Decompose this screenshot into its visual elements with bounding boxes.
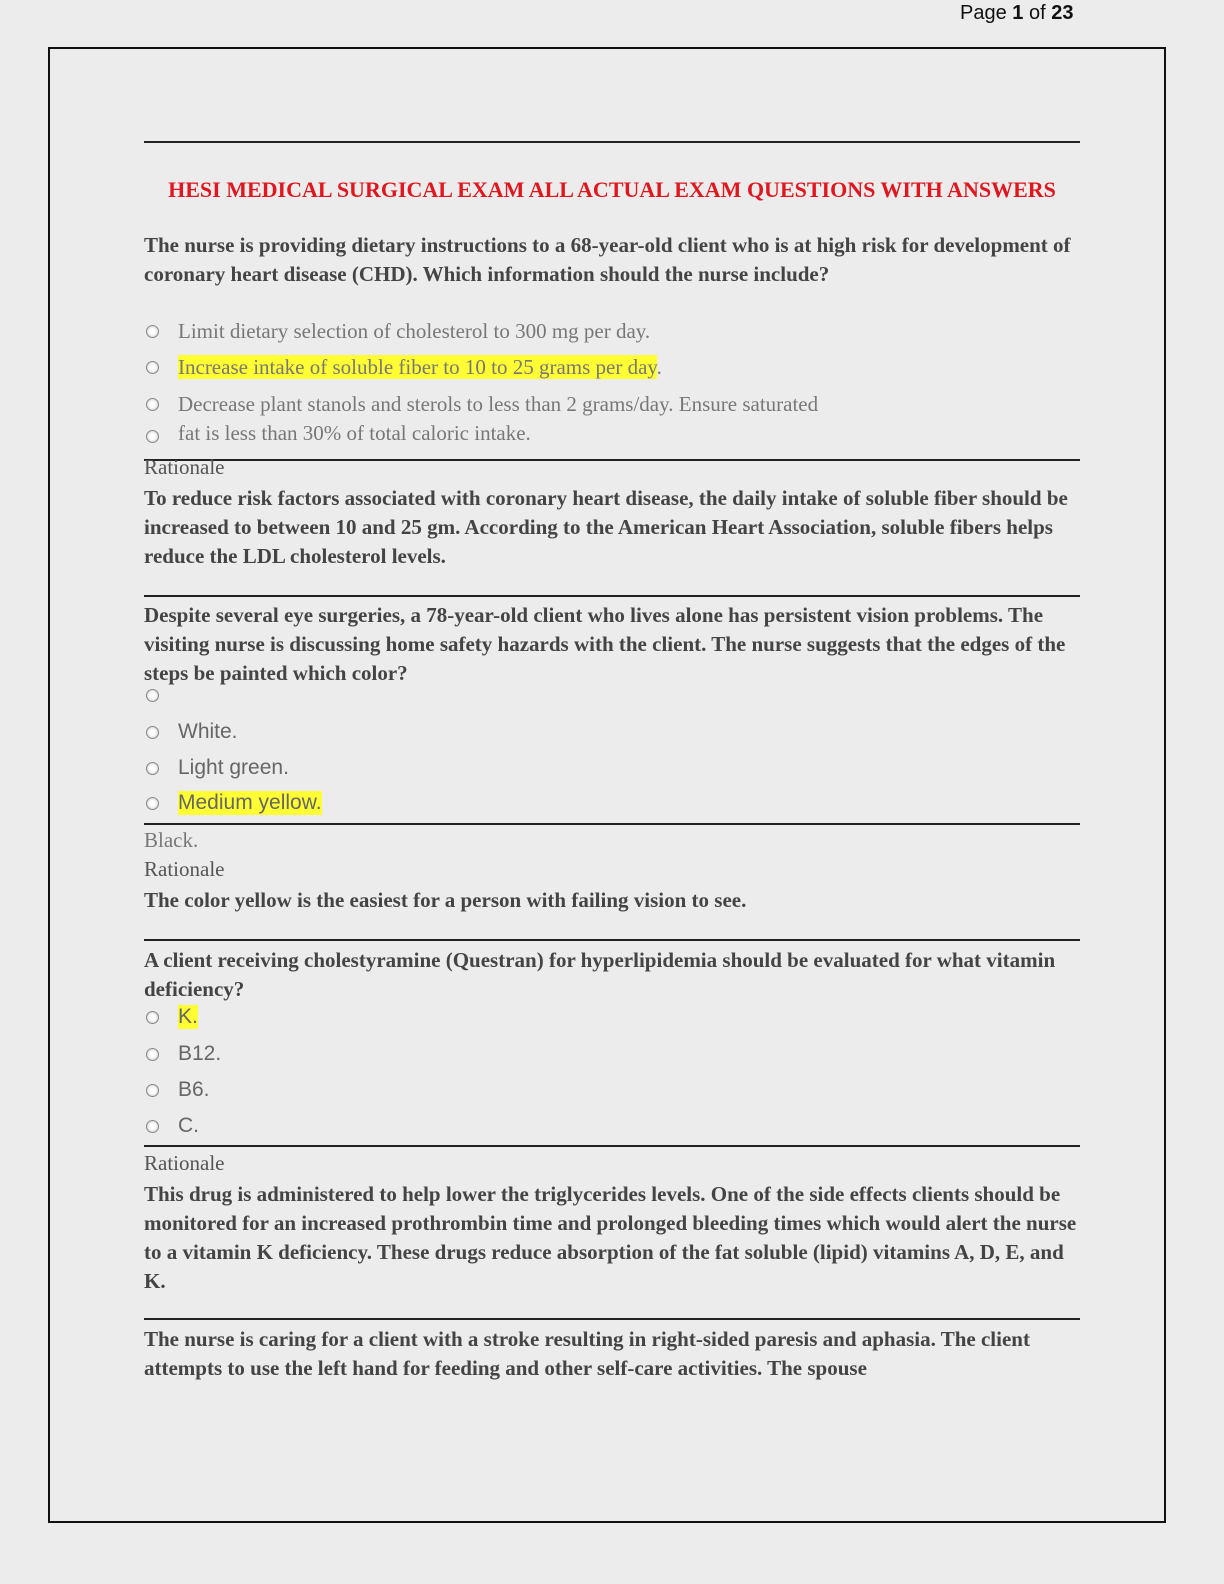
divider xyxy=(144,1318,1080,1320)
radio-button-icon[interactable] xyxy=(146,762,159,775)
page-total: 23 xyxy=(1051,2,1074,24)
highlighted-answer: K. xyxy=(178,1005,198,1028)
page-current: 1 xyxy=(1012,2,1024,24)
highlighted-answer: Increase intake of soluble fiber to 10 to 25 grams per day xyxy=(178,354,657,379)
radio-button-icon[interactable] xyxy=(146,325,159,338)
option-label: Limit dietary selection of cholesterol to 300 mg per day. xyxy=(178,318,651,343)
divider xyxy=(144,459,1080,461)
radio-button-icon[interactable] xyxy=(146,1084,159,1097)
extra-option-text: Black. xyxy=(144,828,199,852)
option-label: Decrease plant stanols and sterols to less than 2 grams/day. Ensure saturated xyxy=(178,391,819,416)
option-label-wrap xyxy=(178,355,662,380)
question-3-text: A client receiving cholestyramine (Questran) for hyperlipidemia should be evaluated for what vitamin deficiency? xyxy=(144,948,1056,1001)
radio-button-icon[interactable] xyxy=(146,1048,159,1061)
rationale-label: Rationale xyxy=(144,857,225,881)
radio-button-icon[interactable] xyxy=(146,1120,159,1133)
divider xyxy=(144,823,1080,825)
radio-button-icon[interactable] xyxy=(146,726,159,739)
divider xyxy=(144,1145,1080,1147)
rationale-text: To reduce risk factors associated with coronary heart disease, the daily intake of soluble fiber should be increased to between 10 and 25 gm. According to the American Heart Association, soluble fibers helps reduce the LDL cholesterol levels. xyxy=(144,486,1068,568)
divider xyxy=(144,141,1080,143)
rationale-text: This drug is administered to help lower the triglycerides levels. One of the side effects clients should be monitored for an increased prothrombin time and prolonged bleeding times which would alert the nurse to a vitamin K deficiency. These drugs reduce absorption of the fat soluble (lipid) vitamins A, D, E, and K. xyxy=(144,1182,1077,1293)
page-number xyxy=(960,2,1080,25)
option-label: B12. xyxy=(178,1042,222,1065)
rationale-label: Rationale xyxy=(144,1151,225,1175)
page-of: of xyxy=(1028,2,1046,24)
radio-button-icon[interactable] xyxy=(146,797,159,810)
option-label: Light green. xyxy=(178,756,289,779)
rationale-text: The color yellow is the easiest for a person with failing vision to see. xyxy=(144,888,747,912)
option-label: White. xyxy=(178,720,238,743)
document-title: HESI MEDICAL SURGICAL EXAM ALL ACTUAL EXAM QUESTIONS WITH ANSWERS xyxy=(168,177,1056,202)
radio-button-icon[interactable] xyxy=(146,430,159,443)
highlighted-answer: Medium yellow. xyxy=(178,791,322,814)
page-prefix: Page xyxy=(960,2,1007,24)
option-label: C. xyxy=(178,1114,199,1137)
option-suffix: . xyxy=(656,354,662,379)
question-4-text: The nurse is caring for a client with a stroke resulting in right-sided paresis and aphasia. The client attempts to use the left hand for feeding and other self-care activities. The spouse xyxy=(144,1327,1030,1380)
radio-button-icon[interactable] xyxy=(146,361,159,374)
radio-button-icon[interactable] xyxy=(146,1011,159,1024)
divider xyxy=(144,939,1080,941)
option-label: B6. xyxy=(178,1078,210,1101)
radio-button-icon[interactable] xyxy=(146,398,159,411)
radio-button-icon[interactable] xyxy=(146,689,159,702)
divider xyxy=(144,595,1080,597)
question-2-text: Despite several eye surgeries, a 78-year-old client who lives alone has persistent vision problems. The visiting nurse is discussing home safety hazards with the client. The nurse suggests that the edges of the steps be painted which color? xyxy=(144,603,1066,685)
option-label: fat is less than 30% of total caloric intake. xyxy=(178,420,531,445)
rationale-label: Rationale xyxy=(144,455,225,479)
question-1-text: The nurse is providing dietary instructions to a 68-year-old client who is at high risk for development of coronary heart disease (CHD). Which information should the nurse include? xyxy=(144,233,1071,286)
